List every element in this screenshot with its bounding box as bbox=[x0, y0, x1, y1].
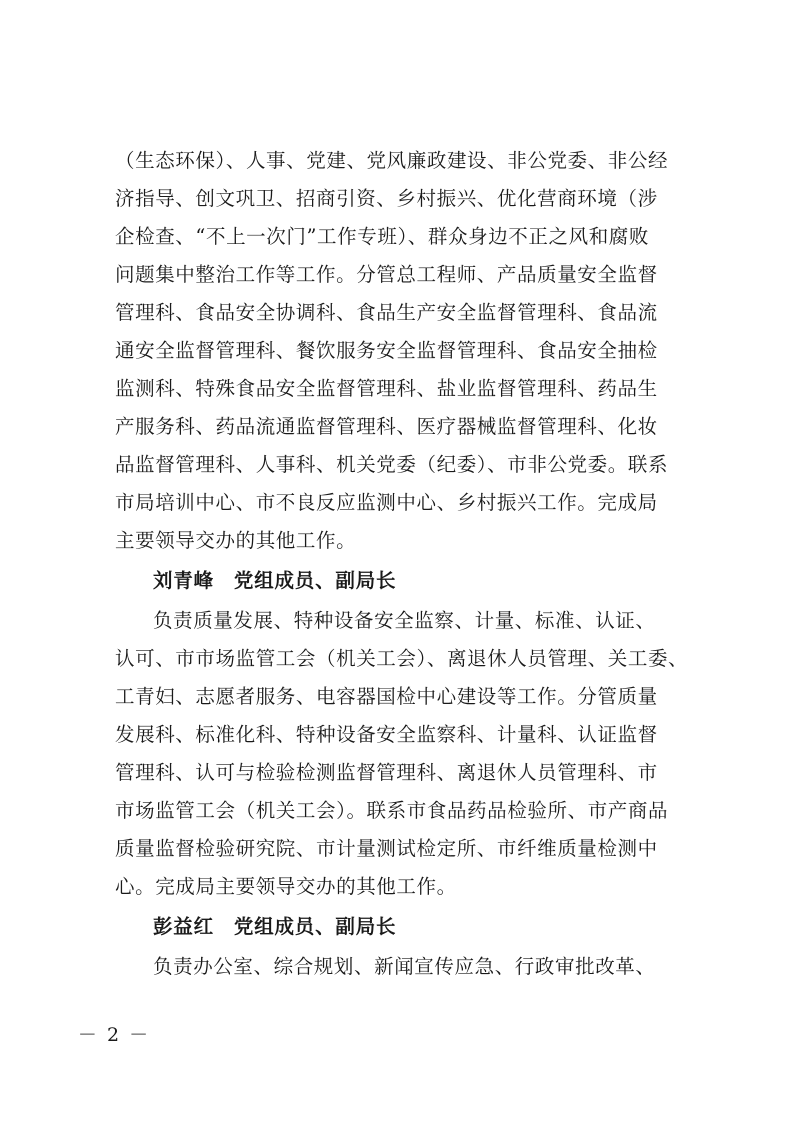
text-line: 通安全监督管理科、餐饮服务安全监督管理科、食品安全抽检 bbox=[115, 339, 658, 362]
person-title: 党组成员、副局长 bbox=[233, 569, 397, 592]
person-title: 党组成员、副局长 bbox=[233, 915, 397, 938]
text-line: 负责办公室、综合规划、新闻宣传应急、行政审批改革、 bbox=[153, 955, 656, 978]
text-line: 主要领导交办的其他工作。 bbox=[115, 529, 357, 552]
text-line: 工青妇、志愿者服务、电容器国检中心建设等工作。分管质量 bbox=[115, 685, 658, 708]
person-name: 刘青峰 bbox=[153, 569, 214, 592]
text-line: 发展科、标准化科、特种设备安全监察科、计量科、认证监督 bbox=[115, 723, 658, 746]
text-line: 质量监督检验研究院、市计量测试检定所、市纤维质量检测中 bbox=[115, 837, 658, 860]
text-line: 管理科、食品安全协调科、食品生产安全监督管理科、食品流 bbox=[115, 301, 658, 324]
text-line: 管理科、认可与检验检测监督管理科、离退休人员管理科、市 bbox=[115, 761, 658, 784]
text-line: 市局培训中心、市不良反应监测中心、乡村振兴工作。完成局 bbox=[115, 491, 658, 514]
person-heading bbox=[153, 566, 685, 596]
text-line: 负责质量发展、特种设备安全监察、计量、标准、认证、 bbox=[153, 609, 656, 632]
text-line: 产服务科、药品流通监督管理科、医疗器械监督管理科、化妆 bbox=[115, 415, 658, 438]
person-name: 彭益红 bbox=[153, 915, 214, 938]
text-line: 企检查、“不上一次门”工作专班）、群众身边不正之风和腐败 bbox=[115, 225, 649, 248]
text-line: 监测科、特殊食品安全监督管理科、盐业监督管理科、药品生 bbox=[115, 377, 658, 400]
page-number: － 2 － bbox=[77, 1024, 151, 1046]
text-line: 认可、市市场监管工会（机关工会）、离退休人员管理、关工委、 bbox=[115, 647, 689, 670]
text-line: 问题集中整治工作等工作。分管总工程师、产品质量安全监督 bbox=[115, 263, 658, 286]
text-line: （生态环保）、人事、党建、党风廉政建设、非公党委、非公经 bbox=[115, 149, 669, 172]
text-line: 品监督管理科、人事科、机关党委（纪委）、市非公党委。联系 bbox=[115, 453, 669, 476]
text-line: 心。完成局主要领导交办的其他工作。 bbox=[115, 875, 457, 898]
text-line: 济指导、创文巩卫、招商引资、乡村振兴、优化营商环境（涉 bbox=[115, 187, 658, 210]
person-heading bbox=[153, 912, 685, 942]
text-line: 市场监管工会（机关工会）。联系市食品药品检验所、市产商品 bbox=[115, 799, 669, 822]
